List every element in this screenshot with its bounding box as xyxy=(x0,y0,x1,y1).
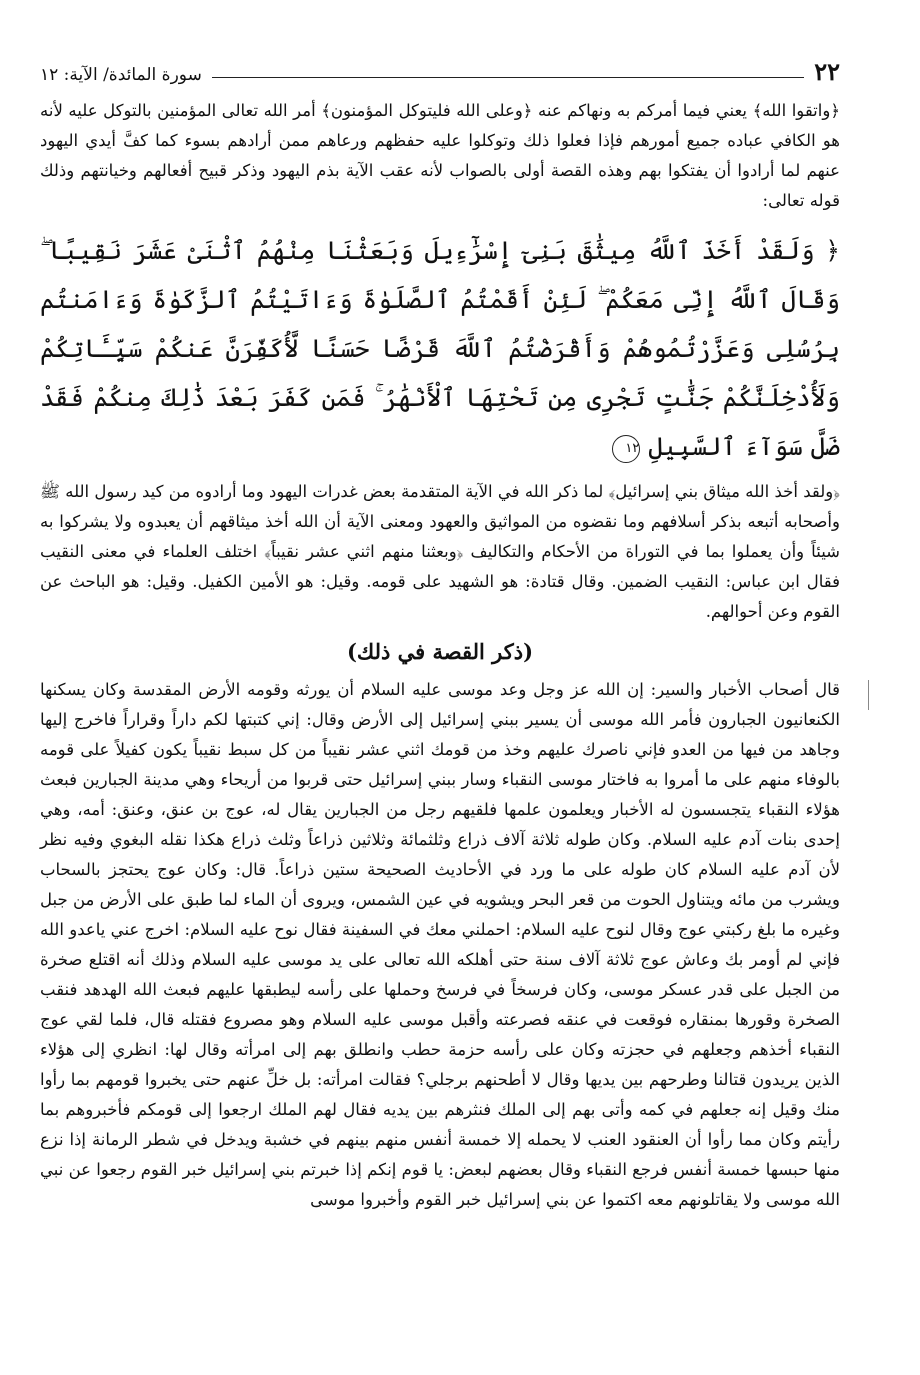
commentary-paragraph: ﴿ولقد أخذ الله ميثاق بني إسرائيل﴾ لما ذكر الله في الآية المتقدمة بعض غدرات اليهود وما أرادوه من كيد رسول الله ﷺ وأصحابه أتبعه بذكر أسلافهم وما نقضوه من المواثيق والعهود ومعنى الآية أن الله أخذ ميثاقهم أن يعبدوه ولا يشركوا به شيئاً وأن يعملوا بما في التوراة من الأحكام والتكاليف ﴿وبعثنا منهم اثني عشر نقيباً﴾ اختلف العلماء في معنى النقيب فقال ابن عباس: النقيب الضمين. وقال قتادة: هو الشهيد على قومه. وقيل: هو الأمين الكفيل. وقيل: هو الباحث عن القوم وعن أحوالهم. xyxy=(40,482,840,621)
verse-text: ﴿ وَلَقَدْ أَخَذَ ٱللَّهُ مِيثَٰقَ بَنِىٓ إِسْرَٰٓءِيلَ وَبَعَثْنَا مِنْهُمُ ٱثْنَىْ عَشَرَ نَقِيبًا ۖ وَقَالَ ٱللَّهُ إِنِّى مَعَكُمْ ۖ لَئِنْ أَقَمْتُمُ ٱلصَّلَوٰةَ وَءَاتَيْتُمُ ٱلزَّكَوٰةَ وَءَامَنتُم بِرُسُلِى وَعَزَّرْتُمُوهُمْ وَأَقْرَضْتُمُ ٱللَّهَ قَرْضًا حَسَنًا لَّأُكَفِّرَنَّ عَنكُمْ سَيِّـَٔاتِكُمْ وَلَأُدْخِلَنَّكُمْ جَنَّٰتٍ تَجْرِى مِن تَحْتِهَا ٱلْأَنْهَٰرُ ۚ فَمَن كَفَرَ بَعْدَ ذَٰلِكَ مِنكُمْ فَقَدْ ضَلَّ سَوَآءَ ٱلسَّبِيلِ xyxy=(40,236,840,461)
intro-paragraph: ﴿واتقوا الله﴾ يعني فيما أمركم به ونهاكم عنه ﴿وعلى الله فليتوكل المؤمنون﴾ أمر الله تعالى المؤمنين بالتوكل عليه لأنه هو الكافي عباده جميع أمورهم فإذا فعلوا ذلك وتوكلوا عليه حفظهم ورعاهم ممن أرادهم بسوء كما كفَّ أيدي اليهود عنهم لما أرادوا أن يفتكوا بهم وهذه القصة أولى بالصواب لأنه عقب الآية بذم اليهود وذكر قبيح أفعالهم وخيانتهم وذلك قوله تعالى: xyxy=(40,101,840,210)
section-heading: (ذكر القصة في ذلك) xyxy=(346,639,534,664)
margin-mark xyxy=(868,680,869,710)
page-header xyxy=(40,52,840,88)
quran-verse xyxy=(40,226,840,471)
running-title: سورة المائدة/ الآية: ١٢ xyxy=(40,65,202,85)
story-paragraph: قال أصحاب الأخبار والسير: إن الله عز وجل وعد موسى عليه السلام أن يورثه وقومه الأرض المقدسة وكان يسكنها الكنعانيون الجبارون فأمر الله موسى أن يسير ببني إسرائيل إلى الأرض وقال: إني كتبتها لكم داراً وقراراً فاخرج إليها وجاهد من فيها من العدو فإني ناصرك عليهم وخذ من قومك اثني عشر نقيباً من كل سبط نقيباً يكون كفيلاً على قومه بالوفاء منهم على ما أمروا به فاختار موسى النقباء وسار ببني إسرائيل حتى قربوا من أريحاء وهي مدينة الجبارين فبعث هؤلاء النقباء يتجسسون له الأخبار ويعلمون علمها فلقيهم رجل من الجبارين يقال له، عوج بن عنق، وعنق: أمه، وهي إحدى بنات آدم عليه السلام. وكان طوله ثلاثة آلاف ذراع وثلثمائة وثلاثين ذراعاً وثلث ذراع هكذا نقله البغوي وفيه نظر لأن آدم عليه السلام كان طوله على ما ورد في الأحاديث الصحيحة ستين ذراعاً. قال: وكان عوج يحتجز بالسحاب ويشرب من مائه ويتناول الحوت من قعر البحر ويشويه في عين الشمس، ويروى أن الماء لما طبق على الأرض من جبل وغيره ما بلغ ركبتي عوج وقال لنوح عليه السلام: احملني معك في السفينة فقال نوح عليه السلام: اخرج عني ياعدو الله فإني لم أومر بك وعاش عوج ثلاثة آلاف سنة حتى أهلكه الله تعالى على يد موسى عليه السلام وذلك أنه اقتلع صخرة من الجبل على قدر عسكر موسى، وكان فرسخاً في فرسخ وحملها على رأسه ليطبقها عليهم فبعث الله الهدهد فنقب الصخرة وقورها بمنقاره فوقعت في عنقه فصرعته وأقبل موسى عليه السلام وهو مصروع فقتله قال، فلما لقي عوج النقباء أخذهم وجعلهم في حجزته وكان على رأسه حزمة حطب وانطلق بهم إلى امرأته وقال لها: انظري إلى هؤلاء الذين يريدون قتالنا وطرحهم بين يديها وقال لا أطحنهم برجلي؟ فقالت امرأته: بل خلِّ عنهم حتى يخبروا قومهم بما رأوا منك وقيل إنه جعلهم في كمه وأتى بهم إلى الملك فنثرهم بين يديه فقال لهم الملك ارجعوا إلى قومكم فأخبروهم بما رأيتم وكان مما رأوا أن العنقود العنب لا يحمله إلا خمسة أنفس منهم بينهم في خشبة ويدخل في شطر الرمانة إذا نزع منها حبسها خمسة أنفس فرجع النقباء وقال بعضهم لبعض: يا قوم إنكم إذا خبرتم بني إسرائيل خبر القوم رجعوا عن نبي الله موسى ولا يقاتلونهم معه اكتموا عن بني إسرائيل خبر القوم وأخبروا موسى xyxy=(40,680,841,1209)
header-rule xyxy=(212,77,804,78)
ayah-number-marker: ١٢ xyxy=(612,435,640,463)
page-number: ٢٢ xyxy=(814,57,840,86)
